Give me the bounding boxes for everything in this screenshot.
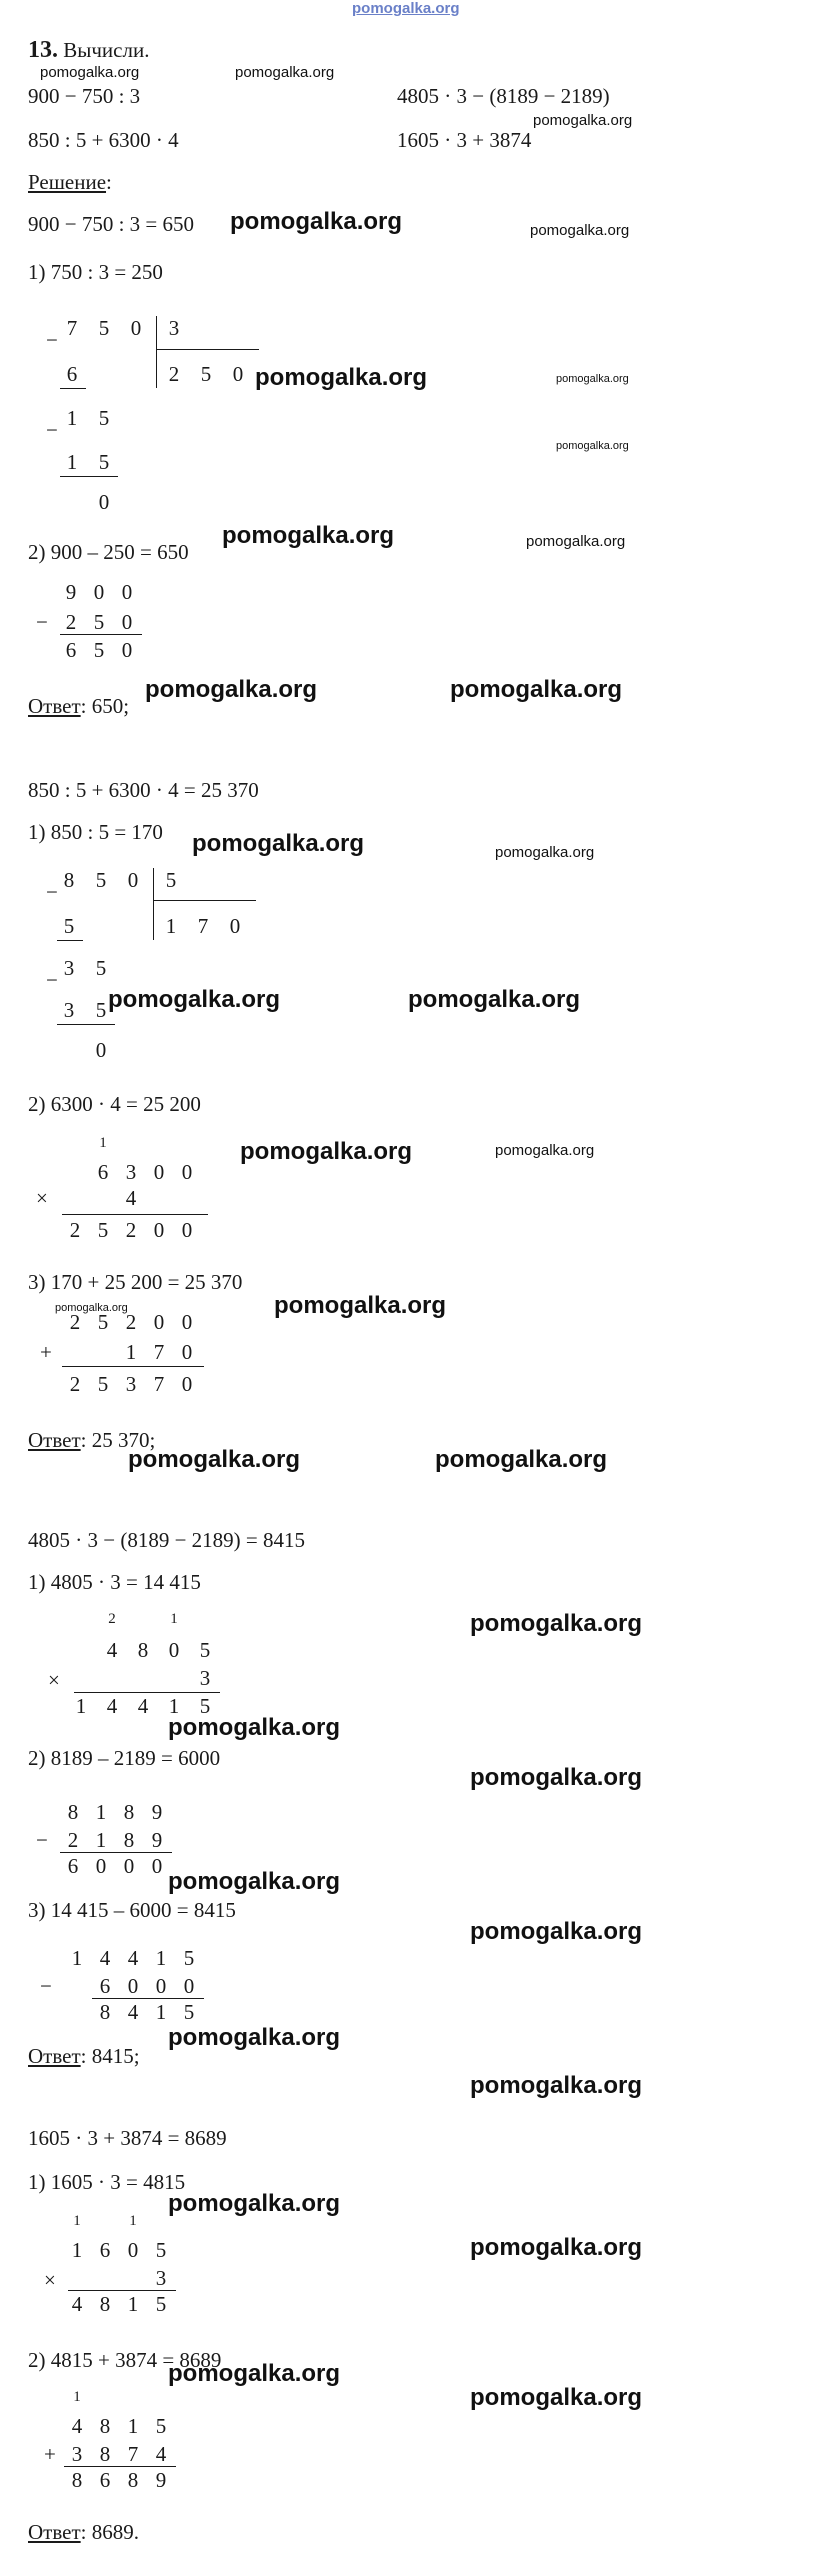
watermark: pomogalka.org	[145, 676, 318, 703]
rule	[57, 940, 83, 941]
rule	[60, 634, 142, 635]
watermark: pomogalka.org	[470, 1610, 643, 1637]
dividend-digit: 7	[66, 316, 78, 340]
digit: 2	[125, 1218, 137, 1242]
digit: 9	[151, 1828, 163, 1852]
rule	[92, 1998, 204, 1999]
digit: 5	[93, 638, 105, 662]
digit: 0	[93, 580, 105, 604]
task-title: Вычисли.	[63, 38, 150, 62]
digit: 1	[71, 2238, 83, 2262]
part1-answer	[28, 696, 129, 717]
task-heading	[28, 38, 149, 62]
rule	[60, 388, 86, 389]
remainder-digit: 5	[95, 956, 107, 980]
digit: 2	[65, 610, 77, 634]
subtrahend-digit: 5	[63, 914, 75, 938]
rule	[74, 1692, 220, 1693]
part4-step1: 1) 1605 · 3 = 4815	[28, 2170, 186, 2194]
dividend-digit: 5	[98, 316, 110, 340]
digit: 0	[181, 1218, 193, 1242]
digit: 0	[153, 1310, 165, 1334]
digit: 3	[125, 1160, 137, 1184]
watermark: pomogalka.org	[40, 64, 140, 81]
digit: 8	[127, 2468, 139, 2492]
part4-answer	[28, 2522, 139, 2543]
rule	[62, 1366, 204, 1367]
rule	[57, 1024, 115, 1025]
digit: 1	[127, 2292, 139, 2316]
part2-header: 850 : 5 + 6300 · 4 = 25 370	[28, 778, 259, 802]
digit: 9	[65, 580, 77, 604]
digit: 6	[99, 2468, 111, 2492]
answer-label: Ответ	[28, 2520, 81, 2544]
digit: 9	[155, 2468, 167, 2492]
minus-sign: −	[36, 1828, 48, 1852]
carry-digit: 1	[129, 2213, 137, 2229]
watermark: pomogalka.org	[470, 2234, 643, 2261]
divisor: 3	[168, 316, 180, 340]
digit: 4	[106, 1694, 118, 1718]
digit: 2	[69, 1310, 81, 1334]
digit: 3	[71, 2442, 83, 2466]
watermark: pomogalka.org	[230, 208, 403, 235]
digit: 8	[137, 1638, 149, 1662]
remainder-digit: 1	[66, 406, 78, 430]
rule	[64, 2466, 176, 2467]
subtrahend-digit: 5	[98, 450, 110, 474]
subtrahend-digit: 6	[66, 362, 78, 386]
digit: 1	[75, 1694, 87, 1718]
digit: 0	[127, 2238, 139, 2262]
division-bar	[153, 868, 154, 940]
digit: 6	[99, 1974, 111, 1998]
watermark: pomogalka.org	[168, 1714, 341, 1741]
times-sign: ×	[48, 1668, 60, 1692]
digit: 0	[121, 638, 133, 662]
watermark: pomogalka.org	[530, 222, 630, 239]
digit: 5	[155, 2414, 167, 2438]
part3-header: 4805 · 3 − (8189 − 2189) = 8415	[28, 1528, 306, 1552]
watermark: pomogalka.org	[128, 1446, 301, 1473]
digit: 7	[153, 1372, 165, 1396]
digit: 6	[67, 1854, 79, 1878]
digit: 5	[155, 2292, 167, 2316]
subtrahend-digit: 1	[66, 450, 78, 474]
digit: 5	[97, 1218, 109, 1242]
quotient-digit: 5	[200, 362, 212, 386]
carry-digit: 1	[73, 2389, 81, 2405]
watermark: pomogalka.org	[495, 1142, 595, 1159]
digit: 8	[71, 2468, 83, 2492]
watermark: pomogalka.org	[168, 2190, 341, 2217]
dividend-digit: 0	[127, 868, 139, 892]
digit: 1	[127, 2414, 139, 2438]
watermark: pomogalka.org	[526, 533, 626, 550]
carry-digit: 2	[108, 1611, 116, 1627]
digit: 4	[137, 1694, 149, 1718]
answer-value: : 8689.	[80, 2520, 139, 2544]
digit: 0	[95, 1854, 107, 1878]
answer-value: : 650;	[80, 694, 130, 718]
watermark: pomogalka.org	[235, 64, 335, 81]
watermark: pomogalka.org	[435, 1446, 608, 1473]
watermark: pomogalka.org	[192, 830, 365, 857]
divisor: 5	[165, 868, 177, 892]
answer-label: Ответ	[28, 2044, 81, 2068]
times-sign: ×	[44, 2268, 56, 2292]
minus-sign: −	[36, 610, 48, 634]
digit: 8	[67, 1800, 79, 1824]
task-expr-3: 850 : 5 + 6300 · 4	[28, 128, 179, 152]
digit: 5	[183, 1946, 195, 1970]
digit: 0	[123, 1854, 135, 1878]
digit: 1	[155, 1946, 167, 1970]
digit: 4	[106, 1638, 118, 1662]
digit: 3	[125, 1372, 137, 1396]
digit: 1	[95, 1828, 107, 1852]
part3-answer	[28, 2046, 140, 2067]
part3-step2: 2) 8189 – 2189 = 6000	[28, 1746, 221, 1770]
minus-sign: −	[46, 880, 58, 904]
dividend-digit: 8	[63, 868, 75, 892]
final-remainder: 0	[95, 1038, 107, 1062]
digit: 8	[123, 1828, 135, 1852]
digit: 9	[151, 1800, 163, 1824]
remainder-digit: 5	[98, 406, 110, 430]
watermark: pomogalka.org	[533, 112, 633, 129]
carry-digit: 1	[73, 2213, 81, 2229]
digit: 2	[69, 1218, 81, 1242]
digit: 4	[127, 2000, 139, 2024]
solution-colon: :	[106, 170, 112, 194]
answer-value: : 25 370;	[80, 1428, 156, 1452]
digit: 8	[99, 2442, 111, 2466]
part3-step3: 3) 14 415 – 6000 = 8415	[28, 1898, 236, 1922]
task-expr-2: 4805 · 3 − (8189 − 2189)	[397, 84, 610, 108]
digit: 6	[65, 638, 77, 662]
quotient-digit: 2	[168, 362, 180, 386]
digit: 3	[199, 1666, 211, 1690]
digit: 8	[99, 2000, 111, 2024]
digit: 0	[168, 1638, 180, 1662]
digit: 5	[97, 1372, 109, 1396]
part1-step2: 2) 900 – 250 = 650	[28, 540, 189, 564]
rule	[68, 2290, 176, 2291]
digit: 1	[155, 2000, 167, 2024]
task-expr-4: 1605 · 3 + 3874	[397, 128, 532, 152]
watermark: pomogalka.org	[108, 986, 281, 1013]
digit: 0	[127, 1974, 139, 1998]
part1-header: 900 − 750 : 3 = 650	[28, 212, 195, 236]
digit: 5	[93, 610, 105, 634]
quotient-line	[156, 349, 259, 350]
remainder-digit: 3	[63, 956, 75, 980]
quotient-digit: 1	[165, 914, 177, 938]
digit: 7	[153, 1340, 165, 1364]
digit: 0	[121, 580, 133, 604]
minus-sign: −	[46, 968, 58, 992]
final-remainder: 0	[98, 490, 110, 514]
part4-step2: 2) 4815 + 3874 = 8689	[28, 2348, 222, 2372]
digit: 0	[183, 1974, 195, 1998]
rule	[62, 1214, 208, 1215]
watermark: pomogalka.org	[470, 2384, 643, 2411]
digit: 1	[168, 1694, 180, 1718]
task-number: 13.	[28, 37, 58, 63]
watermark: pomogalka.org	[222, 522, 395, 549]
part4-header: 1605 · 3 + 3874 = 8689	[28, 2126, 227, 2150]
digit: 5	[155, 2238, 167, 2262]
digit: 8	[99, 2292, 111, 2316]
plus-sign: +	[44, 2442, 56, 2466]
digit: 8	[123, 1800, 135, 1824]
watermark: pomogalka.org	[450, 676, 623, 703]
minus-sign: −	[46, 418, 58, 442]
carry-digit: 1	[99, 1135, 107, 1151]
digit: 2	[67, 1828, 79, 1852]
digit: 3	[155, 2266, 167, 2290]
watermark: pomogalka.org	[470, 1918, 643, 1945]
digit: 0	[181, 1160, 193, 1184]
digit: 0	[121, 610, 133, 634]
carry-digit: 1	[170, 1611, 178, 1627]
solution-heading	[28, 172, 112, 193]
digit: 1	[125, 1340, 137, 1364]
part2-step1: 1) 850 : 5 = 170	[28, 820, 163, 844]
minus-sign: −	[46, 328, 58, 352]
quotient-digit: 7	[197, 914, 209, 938]
quotient-digit: 0	[229, 914, 241, 938]
digit: 4	[71, 2414, 83, 2438]
digit: 0	[181, 1310, 193, 1334]
part3-step1: 1) 4805 · 3 = 14 415	[28, 1570, 201, 1594]
dividend-digit: 0	[130, 316, 142, 340]
digit: 2	[69, 1372, 81, 1396]
digit: 5	[199, 1638, 211, 1662]
watermark: pomogalka.org	[274, 1292, 447, 1319]
digit: 0	[153, 1160, 165, 1184]
digit: 4	[71, 2292, 83, 2316]
watermark: pomogalka.org	[168, 1868, 341, 1895]
digit: 0	[153, 1218, 165, 1242]
digit: 7	[127, 2442, 139, 2466]
plus-sign: +	[40, 1340, 52, 1364]
part1-step1: 1) 750 : 3 = 250	[28, 260, 163, 284]
digit: 4	[125, 1186, 137, 1210]
digit: 1	[71, 1946, 83, 1970]
watermark: pomogalka.org	[470, 1764, 643, 1791]
rule	[60, 1852, 172, 1853]
digit: 0	[155, 1974, 167, 1998]
digit: 0	[181, 1340, 193, 1364]
quotient-line	[153, 900, 256, 901]
subtrahend-digit: 3	[63, 998, 75, 1022]
answer-value: : 8415;	[80, 2044, 140, 2068]
watermark: pomogalka.org	[168, 2024, 341, 2051]
watermark: pomogalka.org	[240, 1138, 413, 1165]
dividend-digit: 5	[95, 868, 107, 892]
digit: 6	[99, 2238, 111, 2262]
digit: 5	[183, 2000, 195, 2024]
minus-sign: −	[40, 1974, 52, 1998]
times-sign: ×	[36, 1186, 48, 1210]
answer-label: Ответ	[28, 694, 81, 718]
division-bar	[156, 316, 157, 388]
digit: 8	[99, 2414, 111, 2438]
digit: 0	[151, 1854, 163, 1878]
digit: 4	[155, 2442, 167, 2466]
digit: 6	[97, 1160, 109, 1184]
subtrahend-digit: 5	[95, 998, 107, 1022]
solution-label: Решение	[28, 170, 107, 194]
watermark: pomogalka.org	[408, 986, 581, 1013]
digit: 2	[125, 1310, 137, 1334]
watermark: pomogalka.org	[470, 2072, 643, 2099]
watermark: pomogalka.org	[495, 844, 595, 861]
watermark: pomogalka.org	[168, 2360, 341, 2387]
part2-step2: 2) 6300 · 4 = 25 200	[28, 1092, 201, 1116]
rule	[60, 476, 118, 477]
digit: 4	[99, 1946, 111, 1970]
watermark: pomogalka.org	[556, 440, 629, 452]
digit: 1	[95, 1800, 107, 1824]
digit: 4	[127, 1946, 139, 1970]
watermark: pomogalka.org	[556, 373, 629, 385]
quotient-digit: 0	[232, 362, 244, 386]
task-expr-1: 900 − 750 : 3	[28, 84, 141, 108]
digit: 0	[181, 1372, 193, 1396]
watermark: pomogalka.org	[255, 364, 428, 391]
watermark: pomogalka.org	[55, 1302, 128, 1314]
digit: 5	[97, 1310, 109, 1334]
watermark-top[interactable]: pomogalka.org	[352, 0, 460, 17]
digit: 5	[199, 1694, 211, 1718]
part2-step3: 3) 170 + 25 200 = 25 370	[28, 1270, 243, 1294]
answer-label: Ответ	[28, 1428, 81, 1452]
